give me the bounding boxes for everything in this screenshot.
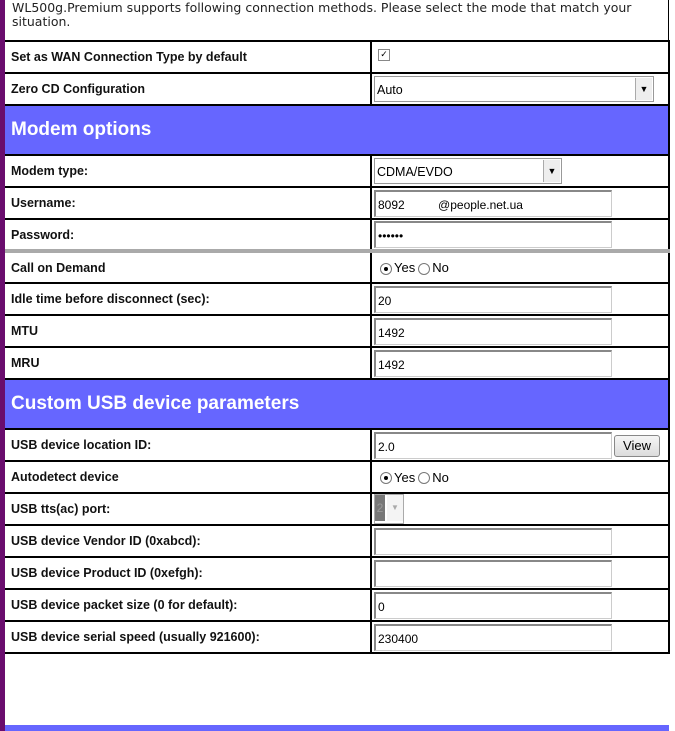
yes-label: Yes bbox=[394, 260, 416, 275]
table-row bbox=[5, 315, 669, 347]
zero-cd-value: Auto bbox=[377, 83, 403, 97]
table-row bbox=[5, 621, 669, 653]
idle-time-input[interactable]: 20 bbox=[374, 286, 612, 313]
table-row bbox=[5, 347, 669, 379]
cod-yes-radio[interactable] bbox=[380, 263, 392, 275]
wan-default-checkbox[interactable]: ✓ bbox=[378, 49, 390, 61]
section-title: Modem options bbox=[5, 105, 669, 155]
chevron-down-icon: ▼ bbox=[387, 495, 403, 521]
view-button[interactable]: View bbox=[614, 435, 660, 457]
table-row bbox=[5, 41, 669, 73]
table-row bbox=[5, 429, 669, 461]
mru-label: MRU bbox=[5, 347, 371, 379]
packet-size-label: USB device packet size (0 for default): bbox=[5, 589, 371, 621]
table-row bbox=[5, 187, 669, 219]
idle-time-label: Idle time before disconnect (sec): bbox=[5, 283, 371, 315]
chevron-down-icon: ▼ bbox=[635, 78, 652, 100]
modem-type-label: Modem type: bbox=[5, 155, 371, 187]
serial-speed-label: USB device serial speed (usually 921600): bbox=[5, 621, 371, 653]
table-row bbox=[5, 589, 669, 621]
usb-port-label: USB tts(ac) port: bbox=[5, 493, 371, 525]
modem-type-value: CDMA/EVDO bbox=[377, 165, 453, 179]
section-header-modem bbox=[5, 105, 669, 155]
packet-size-input[interactable]: 0 bbox=[374, 592, 612, 619]
usb-location-label: USB device location ID: bbox=[5, 429, 371, 461]
username-input[interactable]: 8092 @people.net.ua bbox=[374, 190, 612, 217]
settings-panel bbox=[5, 0, 669, 654]
product-id-input[interactable] bbox=[374, 560, 612, 587]
table-row bbox=[5, 219, 669, 251]
call-on-demand-label: Call on Demand bbox=[5, 251, 371, 283]
section-title: Custom USB device parameters bbox=[5, 379, 669, 429]
chevron-down-icon: ▼ bbox=[543, 160, 560, 182]
autodetect-no-radio[interactable] bbox=[418, 472, 430, 484]
vendor-id-input[interactable] bbox=[374, 528, 612, 555]
password-input[interactable]: •••••• bbox=[374, 221, 612, 248]
mtu-label: MTU bbox=[5, 315, 371, 347]
usb-port-select[interactable] bbox=[374, 494, 404, 524]
table-row bbox=[5, 283, 669, 315]
table-row bbox=[5, 73, 669, 105]
table-row bbox=[5, 251, 669, 283]
settings-table bbox=[5, 40, 670, 654]
intro-text: WL500g.Premium supports following connection methods. Please select the mode that match your situation. bbox=[5, 0, 669, 40]
username-label: Username: bbox=[5, 187, 371, 219]
autodetect-label: Autodetect device bbox=[5, 461, 371, 493]
no-label: No bbox=[432, 260, 449, 275]
table-row bbox=[5, 493, 669, 525]
vendor-id-label: USB device Vendor ID (0xabcd): bbox=[5, 525, 371, 557]
modem-type-select[interactable] bbox=[374, 158, 562, 184]
autodetect-yes-radio[interactable] bbox=[380, 472, 392, 484]
usb-port-value: 2 bbox=[375, 495, 385, 521]
no-label: No bbox=[432, 469, 449, 485]
table-row bbox=[5, 525, 669, 557]
wan-default-label: Set as WAN Connection Type by default bbox=[5, 41, 371, 73]
section-header-next bbox=[5, 725, 669, 731]
usb-location-input[interactable]: 2.0 bbox=[374, 432, 612, 459]
mru-input[interactable]: 1492 bbox=[374, 350, 612, 377]
section-header-usb bbox=[5, 379, 669, 429]
zero-cd-select[interactable] bbox=[374, 76, 654, 102]
cod-no-radio[interactable] bbox=[418, 263, 430, 275]
product-id-label: USB device Product ID (0xefgh): bbox=[5, 557, 371, 589]
yes-label: Yes bbox=[394, 469, 416, 485]
table-row bbox=[5, 557, 669, 589]
zero-cd-label: Zero CD Configuration bbox=[5, 73, 371, 105]
serial-speed-input[interactable]: 230400 bbox=[374, 624, 612, 651]
table-row bbox=[5, 155, 669, 187]
mtu-input[interactable]: 1492 bbox=[374, 318, 612, 345]
table-row bbox=[5, 461, 669, 493]
password-label: Password: bbox=[5, 219, 371, 251]
